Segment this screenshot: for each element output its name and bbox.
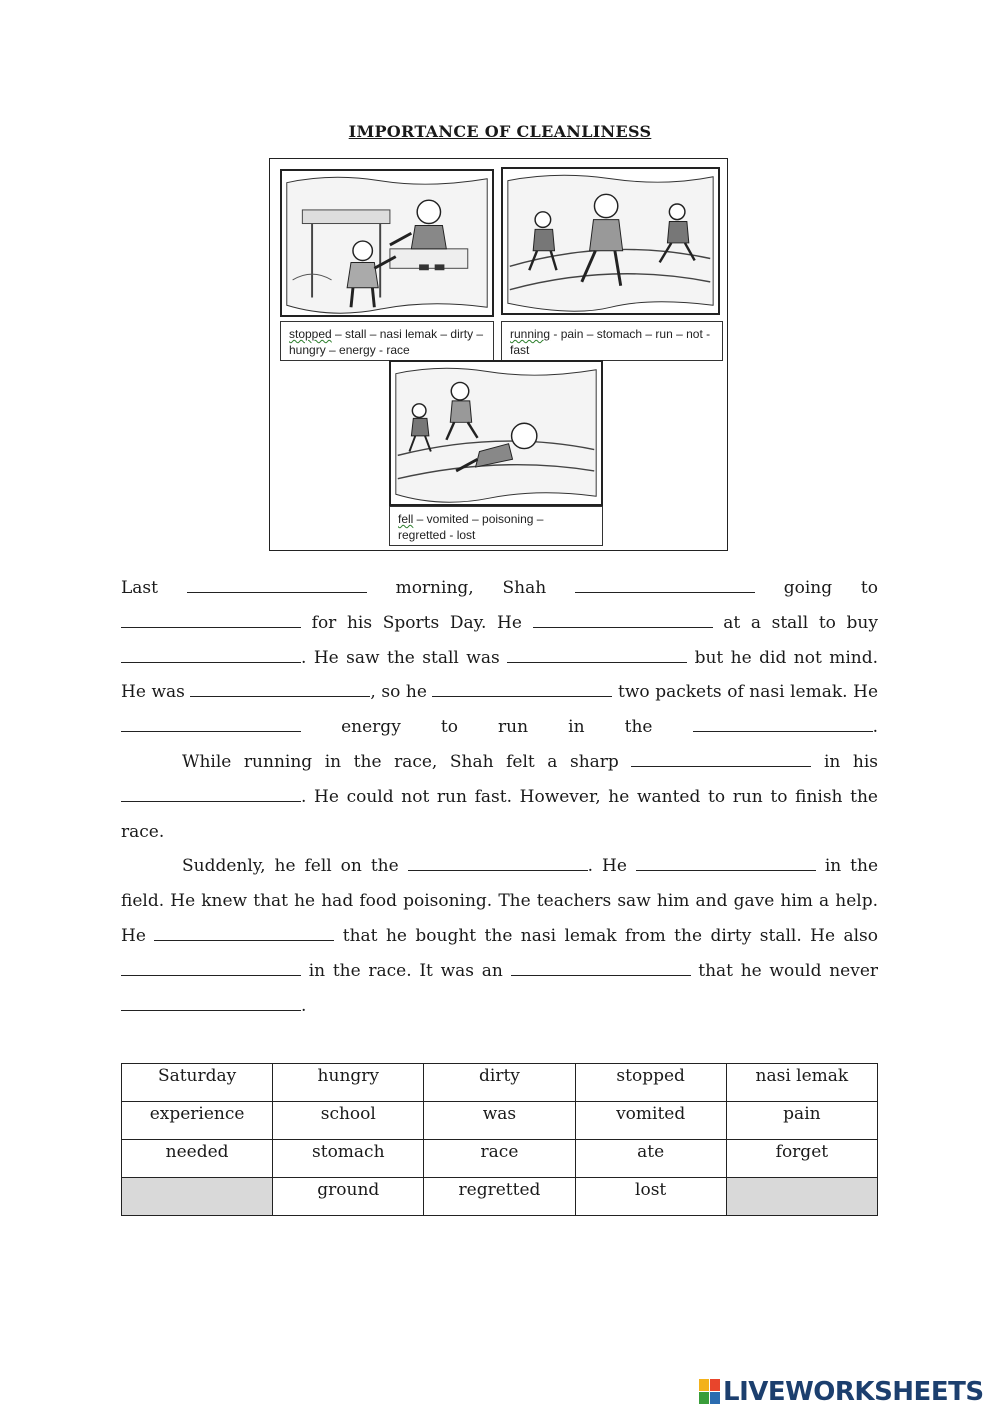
worksheet-title: IMPORTANCE OF CLEANLINESS [348, 122, 652, 141]
caption-stall-keyword: stopped [289, 327, 332, 341]
word-bank-cell: stopped [575, 1064, 726, 1102]
blank-input[interactable] [121, 961, 301, 976]
blank-input[interactable] [154, 926, 334, 941]
logo-text: LIVEWORKSHEETS [723, 1377, 984, 1407]
blank-input[interactable] [432, 682, 612, 697]
word-bank-cell: was [424, 1102, 575, 1140]
word-bank-cell: forget [726, 1140, 877, 1178]
word-bank-row [122, 1102, 878, 1140]
word-bank-row [122, 1064, 878, 1102]
caption-stall-words: – stall – nasi lemak – dirty – hungry – energy - race [289, 327, 484, 357]
blank-input[interactable] [121, 648, 301, 663]
caption-fall [389, 506, 603, 546]
blank-input[interactable] [121, 996, 301, 1011]
caption-fall-words: – vomited – poisoning – regretted - lost [398, 512, 544, 542]
blank-input[interactable] [121, 613, 301, 628]
word-bank-table [121, 1063, 878, 1216]
word-bank-cell: vomited [575, 1102, 726, 1140]
word-bank-cell: Saturday [122, 1064, 273, 1102]
word-bank-cell: hungry [273, 1064, 424, 1102]
word-bank-cell: experience [122, 1102, 273, 1140]
word-bank-cell: dirty [424, 1064, 575, 1102]
blank-input[interactable] [408, 856, 588, 871]
stall-illustration [282, 171, 492, 315]
story-paragraph-1: Last morning, Shah going to for his Sports Day. He at a stall to buy . He saw the stall was but he did not mind. He was , so he two packets of nasi lemak. He energy to run in the . [121, 578, 879, 738]
caption-stall [280, 321, 494, 361]
picture-fall [389, 360, 603, 506]
word-bank-empty-cell [122, 1178, 273, 1216]
story-text [121, 571, 878, 1023]
word-bank-cell: lost [575, 1178, 726, 1216]
blank-input[interactable] [533, 613, 713, 628]
blank-input[interactable] [511, 961, 691, 976]
word-bank-row [122, 1140, 878, 1178]
picture-frame [269, 158, 728, 551]
caption-running-words: - pain – stomach – run – not - fast [510, 327, 711, 357]
word-bank-cell: race [424, 1140, 575, 1178]
blank-input[interactable] [693, 717, 873, 732]
word-bank-cell: ground [273, 1178, 424, 1216]
word-bank-cell: ate [575, 1140, 726, 1178]
picture-running [501, 167, 720, 315]
blank-input[interactable] [507, 648, 687, 663]
blank-input[interactable] [187, 578, 367, 593]
word-bank-row [122, 1178, 878, 1216]
story-paragraph-3: Suddenly, he fell on the . He in the field. He knew that he had food poisoning. The teachers saw him and gave him a help. He that he bought the nasi lemak from the dirty stall. He also in the race. It was an that he would never . [121, 856, 879, 1016]
word-bank-empty-cell [726, 1178, 877, 1216]
blank-input[interactable] [636, 856, 816, 871]
blank-input[interactable] [190, 682, 370, 697]
picture-stall [280, 169, 494, 317]
blank-input[interactable] [121, 787, 301, 802]
word-bank-cell: school [273, 1102, 424, 1140]
running-illustration [503, 169, 718, 313]
word-bank-cell: needed [122, 1140, 273, 1178]
word-bank-cell: regretted [424, 1178, 575, 1216]
caption-running [501, 321, 723, 361]
word-bank-cell: pain [726, 1102, 877, 1140]
blank-input[interactable] [121, 717, 301, 732]
blank-input[interactable] [631, 752, 811, 767]
word-bank-cell: stomach [273, 1140, 424, 1178]
story-paragraph-2: While running in the race, Shah felt a sharp in his . He could not run fast. However, he wanted to run to finish the race. [121, 751, 878, 842]
word-bank-cell: nasi lemak [726, 1064, 877, 1102]
liveworksheets-logo [699, 1376, 984, 1408]
fall-illustration [391, 362, 601, 504]
caption-running-keyword: running [510, 327, 551, 341]
blank-input[interactable] [575, 578, 755, 593]
caption-fall-keyword: fell [398, 512, 414, 526]
logo-badge-icon [699, 1379, 721, 1405]
